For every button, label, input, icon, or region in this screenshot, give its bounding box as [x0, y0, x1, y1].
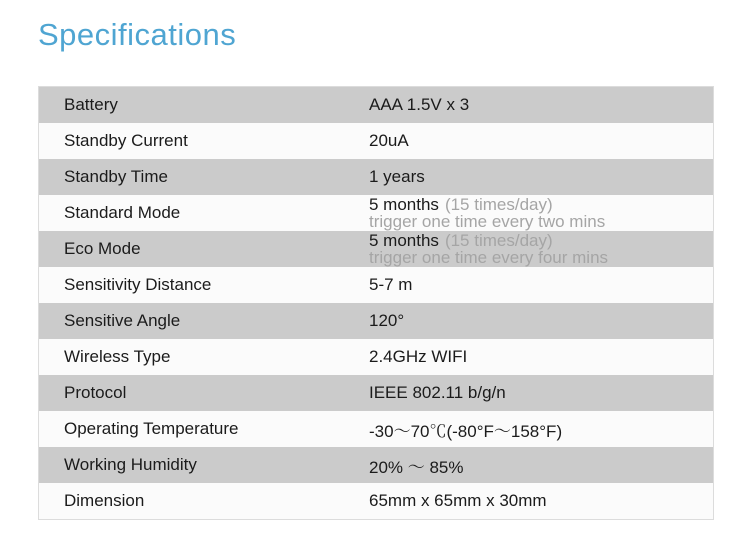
spec-label: Battery: [64, 95, 118, 114]
spec-value: 1 years: [369, 167, 425, 186]
table-row: [39, 87, 713, 123]
spec-value: IEEE 802.11 b/g/n: [369, 383, 506, 402]
spec-value: -30～70℃(-80°F～158°F): [369, 421, 563, 441]
spec-value-note: (15 times/day): [444, 195, 553, 214]
spec-label: Standard Mode: [64, 203, 181, 222]
spec-value: 65mm x 65mm x 30mm: [369, 491, 547, 510]
table-row: [39, 339, 713, 375]
spec-value-subtext: trigger one time every four mins: [369, 248, 609, 267]
spec-value-main-line: [369, 196, 713, 213]
spec-label: Standby Time: [64, 167, 168, 186]
spec-value-main: 5 months: [369, 195, 439, 214]
spec-value-main-line: [369, 232, 713, 249]
spec-label: Dimension: [64, 491, 145, 510]
spec-value: [369, 196, 713, 230]
spec-value: [369, 232, 713, 266]
spec-value: 2.4GHz WIFI: [369, 347, 468, 366]
table-row: [39, 411, 713, 447]
spec-label: Standby Current: [64, 131, 188, 150]
table-row: [39, 375, 713, 411]
spec-value: 20uA: [369, 131, 409, 150]
spec-label: Sensitive Angle: [64, 311, 181, 330]
table-row: [39, 195, 713, 231]
spec-label: Wireless Type: [64, 347, 171, 366]
table-row: [39, 123, 713, 159]
spec-label: Protocol: [64, 383, 127, 402]
table-row: [39, 483, 713, 519]
spec-value-note: (15 times/day): [444, 231, 553, 250]
table-row: [39, 231, 713, 267]
spec-value: 120°: [369, 311, 405, 330]
table-row: [39, 267, 713, 303]
spec-label: Eco Mode: [64, 239, 141, 258]
spec-label: Operating Temperature: [64, 419, 239, 438]
table-row: [39, 159, 713, 195]
page-title: Specifications: [38, 17, 237, 52]
spec-value: AAA 1.5V x 3: [369, 95, 470, 114]
spec-value-subtext: trigger one time every two mins: [369, 212, 606, 231]
spec-label: Sensitivity Distance: [64, 275, 212, 294]
specifications-table: [38, 86, 714, 520]
table-row: [39, 303, 713, 339]
spec-label: Working Humidity: [64, 455, 197, 474]
spec-value-main: 5 months: [369, 231, 439, 250]
spec-value: 5-7 m: [369, 275, 413, 294]
table-row: [39, 447, 713, 483]
spec-value: 20% ～ 85%: [369, 457, 464, 477]
